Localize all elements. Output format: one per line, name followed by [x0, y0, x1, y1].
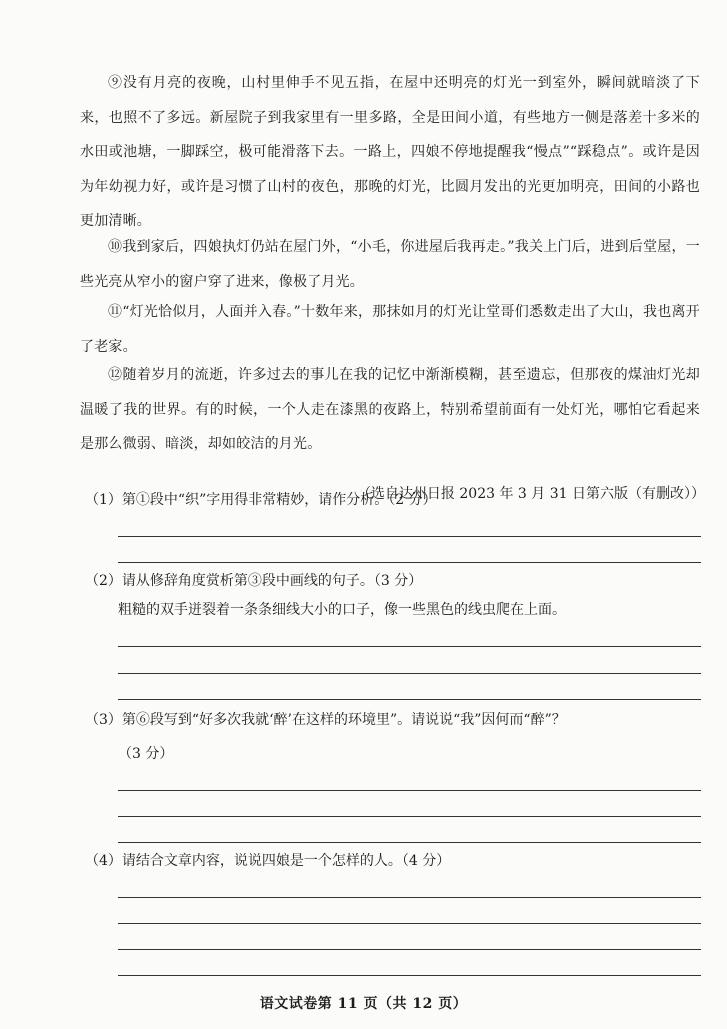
answer-line [118, 673, 701, 674]
answer-line [118, 842, 701, 843]
question-3-score: （3 分） [118, 746, 174, 762]
answer-line [118, 790, 701, 791]
question-3: （3）第⑥段写到“好多次我就‘醉’在这样的环境里”。请说说“我”因何而“醉”？ [85, 712, 566, 728]
question-2: （2）请从修辞角度赏析第③段中画线的句子。（3 分） [85, 573, 423, 589]
answer-line [118, 923, 701, 924]
answer-line [118, 949, 701, 950]
paragraph-9: ⑨没有月亮的夜晚，山村里伸手不见五指，在屋中还明亮的灯光一到室外，瞬间就暗淡了下来，也照不了多远。新屋院子到我家里有一里多路，全是田间小道，有些地方一侧是落差十多米的水田或池塘，一脚踩空，极可能滑落下去。一路上，四娘不停地提醒我“慢点”“踩稳点”。或许是因为年幼视力好，或许是习惯了山村的夜色，那晚的灯光，比圆月发出的光更加明亮，田间的小路也更加清晰。 [80, 75, 700, 229]
answer-line [118, 975, 701, 976]
page-footer: 语文试卷第 11 页（共 12 页） [259, 996, 468, 1012]
paragraph-12: ⑫随着岁月的流逝，许多过去的事儿在我的记忆中渐渐模糊，甚至遗忘，但那夜的煤油灯光却温暖了我的世界。有的时候，一个人走在漆黑的夜路上，特别希望前面有一处灯光，哪怕它看起来是那么微弱、暗淡，却如皎洁的月光。 [80, 367, 700, 452]
question-2-sentence: 粗糙的双手迸裂着一条条细线大小的口子，像一些黑色的线虫爬在上面。 [118, 602, 566, 618]
answer-line [118, 646, 701, 647]
paragraph-10: ⑩我到家后，四娘执灯仍站在屋门外，“小毛，你进屋后我再走。”我关上门后，进到后堂屋，一些光亮从窄小的窗户穿了进来，像极了月光。 [80, 239, 700, 290]
answer-line [118, 897, 701, 898]
paragraph-11: ⑪“灯光恰似月，人面并入春。”十数年来，那抹如月的灯光让堂哥们悉数走出了大山，我也离开了老家。 [80, 304, 700, 355]
question-1: （1）第①段中“织”字用得非常精妙，请作分析。（2 分） [85, 492, 437, 508]
answer-line [118, 816, 701, 817]
source-citation: （选自达州日报 2023 年 3 月 31 日第六版（有删改）） [356, 486, 705, 502]
answer-line [118, 699, 701, 700]
answer-line [118, 536, 701, 537]
answer-line [118, 562, 701, 563]
question-4: （4）请结合文章内容，说说四娘是一个怎样的人。（4 分） [85, 853, 451, 869]
